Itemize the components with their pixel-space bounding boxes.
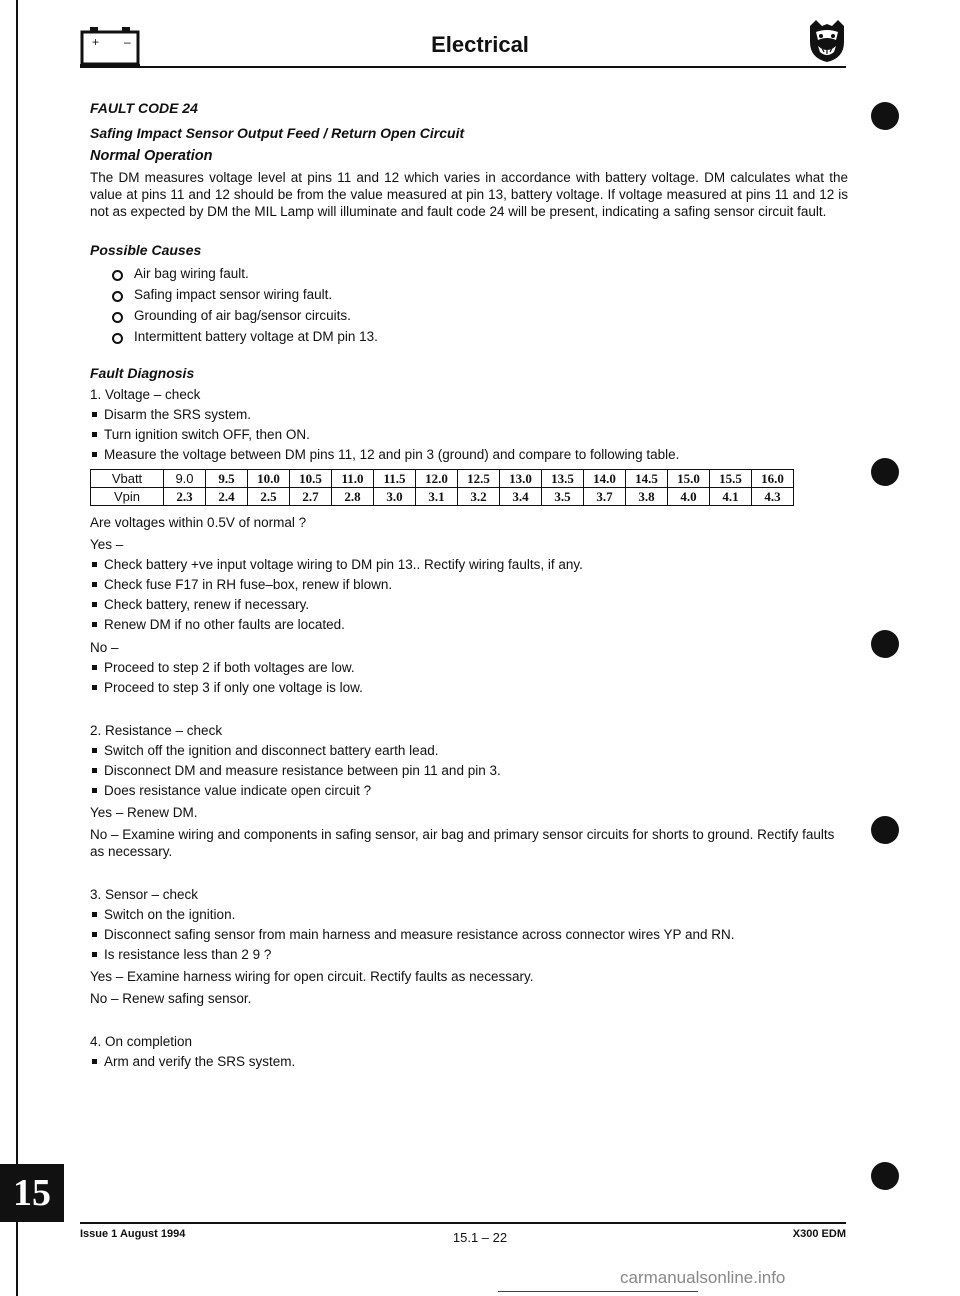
list-item: Disarm the SRS system.	[90, 406, 848, 423]
footer-issue: Issue 1 August 1994	[80, 1228, 186, 1240]
fault-subtitle: Safing Impact Sensor Output Feed / Return Open Circuit	[90, 125, 465, 141]
causes-list	[110, 265, 848, 345]
footer-manual: X300 EDM	[792, 1228, 846, 1240]
margin-dot	[871, 630, 899, 658]
step3-yes: Yes – Examine harness wiring for open circuit. Rectify faults as necessary.	[90, 969, 534, 984]
square-bullet-icon	[92, 912, 97, 917]
table-cell-vpin: 2.5	[248, 488, 290, 506]
list-item: Renew DM if no other faults are located.	[90, 616, 848, 633]
table-cell-vpin: 4.0	[668, 488, 710, 506]
square-bullet-icon	[92, 748, 97, 753]
jaguar-logo-icon	[806, 18, 848, 64]
table-cell-vbatt: 9.0	[164, 470, 206, 488]
watermark-link[interactable]: carmanualsonline.info	[620, 1268, 786, 1287]
list-item: Does resistance value indicate open circuit ?	[90, 782, 848, 799]
table-cell-vpin: 3.0	[374, 488, 416, 506]
document-body	[90, 100, 848, 1070]
square-bullet-icon	[92, 665, 97, 670]
step3-list	[90, 906, 848, 963]
battery-minus: –	[124, 35, 131, 49]
list-item: Turn ignition switch OFF, then ON.	[90, 426, 848, 443]
step3-no: No – Renew safing sensor.	[90, 991, 252, 1006]
yes-label: Yes –	[90, 537, 124, 552]
table-cell-vpin: 4.3	[752, 488, 794, 506]
table-cell-vpin: 2.4	[206, 488, 248, 506]
list-item: Disconnect DM and measure resistance between pin 11 and pin 3.	[90, 762, 848, 779]
list-item: Switch off the ignition and disconnect battery earth lead.	[90, 742, 848, 759]
normal-operation-heading: Normal Operation	[90, 148, 213, 164]
table-cell-vbatt: 12.5	[458, 470, 500, 488]
no1-list	[90, 659, 848, 696]
page-left-border	[16, 0, 18, 1296]
table-cell-vpin: 2.7	[290, 488, 332, 506]
table-cell-vbatt: 11.5	[374, 470, 416, 488]
table-cell-vpin: 3.8	[626, 488, 668, 506]
table-cell-vbatt: 13.0	[500, 470, 542, 488]
step4-list	[90, 1053, 848, 1070]
step2-title: 2. Resistance – check	[90, 723, 223, 738]
square-bullet-icon	[92, 1059, 97, 1064]
square-bullet-icon	[92, 452, 97, 457]
list-item: Is resistance less than 2 9 ?	[90, 946, 848, 963]
table-cell-vbatt: 10.5	[290, 470, 332, 488]
list-item: Disconnect safing sensor from main harness and measure resistance across connector wires YP and RN.	[90, 926, 848, 943]
table-cell-vbatt: 10.0	[248, 470, 290, 488]
table-cell-vbatt: 9.5	[206, 470, 248, 488]
square-bullet-icon	[92, 562, 97, 567]
header-rule	[80, 66, 846, 68]
list-item: Check fuse F17 in RH fuse–box, renew if blown.	[90, 576, 848, 593]
fault-diagnosis-heading: Fault Diagnosis	[90, 365, 195, 381]
yes1-list	[90, 556, 848, 633]
step4-title: 4. On completion	[90, 1034, 193, 1049]
page-header-title: Electrical	[431, 32, 529, 57]
watermark-rule	[498, 1291, 698, 1292]
step2-list	[90, 742, 848, 799]
step1-list	[90, 406, 848, 463]
square-bullet-icon	[92, 582, 97, 587]
list-item: Air bag wiring fault.	[110, 265, 848, 282]
table-cell-vbatt: 15.5	[710, 470, 752, 488]
square-bullet-icon	[92, 622, 97, 627]
table-cell-vpin: 4.1	[710, 488, 752, 506]
fault-code-heading: FAULT CODE 24	[90, 100, 198, 116]
step2-yes: Yes – Renew DM.	[90, 805, 198, 820]
circle-bullet-icon	[112, 270, 123, 281]
step1-title: 1. Voltage – check	[90, 387, 201, 402]
table-row-vpin	[91, 488, 794, 506]
list-item: Safing impact sensor wiring fault.	[110, 286, 848, 303]
list-item: Proceed to step 3 if only one voltage is low.	[90, 679, 848, 696]
vbatt-label: Vbatt	[91, 470, 164, 488]
table-cell-vpin: 2.3	[164, 488, 206, 506]
list-item: Intermittent battery voltage at DM pin 13.	[110, 328, 848, 345]
square-bullet-icon	[92, 602, 97, 607]
square-bullet-icon	[92, 432, 97, 437]
table-cell-vbatt: 14.0	[584, 470, 626, 488]
voltage-table	[90, 469, 794, 506]
table-cell-vbatt: 11.0	[332, 470, 374, 488]
circle-bullet-icon	[112, 333, 123, 344]
square-bullet-icon	[92, 685, 97, 690]
square-bullet-icon	[92, 932, 97, 937]
list-item: Arm and verify the SRS system.	[90, 1053, 848, 1070]
circle-bullet-icon	[112, 291, 123, 302]
normal-operation-text: The DM measures voltage level at pins 11 and 12 which varies in accordance with battery voltage. DM calculates what the value at pins 11 and 12 should be from the value measured at pin 13, battery voltage. If voltage measured at pins 11 and 12 is not as expected by DM the MIL Lamp will illuminate and fault code 24 will be present, indicating a safing sensor circuit fault.	[90, 170, 848, 219]
table-cell-vbatt: 13.5	[542, 470, 584, 488]
table-cell-vpin: 3.1	[416, 488, 458, 506]
list-item: Grounding of air bag/sensor circuits.	[110, 307, 848, 324]
list-item: Proceed to step 2 if both voltages are low.	[90, 659, 848, 676]
table-row-vbatt	[91, 470, 794, 488]
margin-dot	[871, 102, 899, 130]
table-cell-vbatt: 12.0	[416, 470, 458, 488]
step2-no: No – Examine wiring and components in safing sensor, air bag and primary sensor circuits for shorts to ground. Rectify faults as necessary.	[90, 827, 835, 859]
battery-plus: +	[92, 35, 100, 49]
circle-bullet-icon	[112, 312, 123, 323]
margin-dot	[871, 816, 899, 844]
no-label: No –	[90, 640, 119, 655]
square-bullet-icon	[92, 788, 97, 793]
footer-page-number: 15.1 – 22	[452, 1230, 508, 1245]
table-cell-vpin: 3.4	[500, 488, 542, 506]
question-voltages: Are voltages within 0.5V of normal ?	[90, 515, 307, 530]
step3-title: 3. Sensor – check	[90, 887, 199, 902]
vpin-label: Vpin	[91, 488, 164, 506]
table-cell-vpin: 3.7	[584, 488, 626, 506]
table-cell-vbatt: 15.0	[668, 470, 710, 488]
list-item: Check battery, renew if necessary.	[90, 596, 848, 613]
table-cell-vbatt: 14.5	[626, 470, 668, 488]
list-item: Measure the voltage between DM pins 11, 12 and pin 3 (ground) and compare to following table.	[90, 446, 848, 463]
section-tab: 15	[0, 1164, 64, 1222]
square-bullet-icon	[92, 952, 97, 957]
margin-dot	[871, 1162, 899, 1190]
list-item: Check battery +ve input voltage wiring to DM pin 13.. Rectify wiring faults, if any.	[90, 556, 848, 573]
table-cell-vpin: 2.8	[332, 488, 374, 506]
table-cell-vpin: 3.5	[542, 488, 584, 506]
possible-causes-heading: Possible Causes	[90, 242, 202, 258]
footer-rule	[80, 1222, 846, 1224]
list-item: Switch on the ignition.	[90, 906, 848, 923]
square-bullet-icon	[92, 412, 97, 417]
square-bullet-icon	[92, 768, 97, 773]
margin-dot	[871, 458, 899, 486]
table-cell-vpin: 3.2	[458, 488, 500, 506]
table-cell-vbatt: 16.0	[752, 470, 794, 488]
